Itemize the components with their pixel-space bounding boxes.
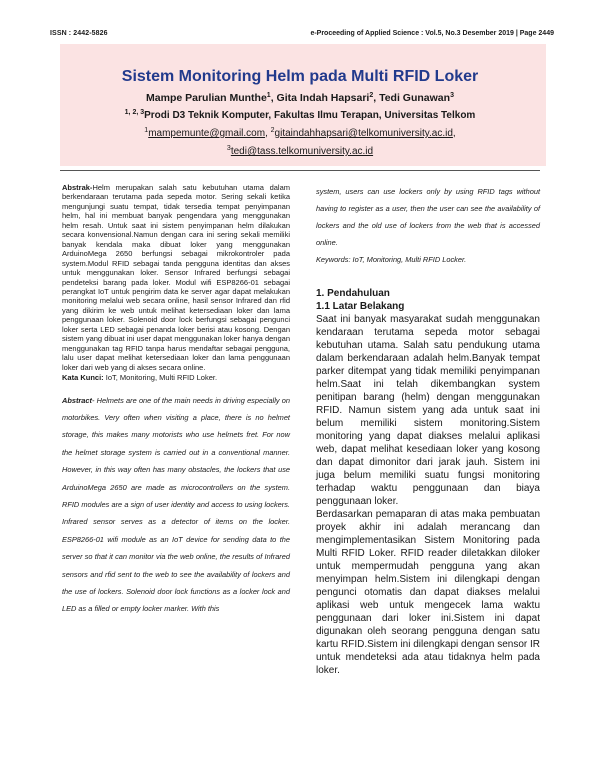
email-3-link[interactable]: tedi@tass.telkomuniversity.ac.id bbox=[230, 146, 374, 157]
abstrak-label: Abstrak- bbox=[62, 183, 93, 192]
kata-kunci-text: IoT, Monitoring, Multi RFID Loker. bbox=[103, 373, 218, 383]
section-heading: 1. Pendahuluan bbox=[316, 288, 390, 299]
right-column bbox=[316, 183, 540, 677]
email-1-sup: 1 bbox=[144, 127, 149, 134]
kata-kunci bbox=[62, 373, 290, 382]
email-2-link[interactable]: gitaindahhapsari@telkomuniversity.ac.id bbox=[274, 128, 453, 139]
abstract-continuation: system, users can use lockers only by using RFID tags without having to register as a user, then the user can see the availability of lockers and the old use of lockers from the web that is accessed online. bbox=[316, 187, 540, 247]
affiliation-sup: 1, 2, 3 bbox=[124, 109, 145, 116]
email-2-sup: 2 bbox=[270, 127, 275, 134]
email-separator: , bbox=[452, 128, 456, 139]
paper-title: Sistem Monitoring Helm pada Multi RFID Loker bbox=[121, 68, 479, 85]
issn-header: ISSN : 2442-5826 bbox=[50, 30, 108, 37]
affiliation bbox=[0, 110, 600, 121]
abstract-english bbox=[62, 392, 290, 618]
email-1-link[interactable]: mampemunte@gmail.com bbox=[148, 128, 266, 139]
keywords-english: Keywords: IoT, Monitoring, Multi RFID Locker. bbox=[316, 255, 467, 264]
header-divider bbox=[60, 170, 540, 171]
body-paragraph-1: Saat ini banyak masyarakat sudah menggunakan kendaraan terutama sepeda motor sebagai kebutuhan utama. Salah satu pendukung utama dalam berkendaraan adalah helm.Banyak tempat parker ditempat yang tidak memiliki penyimpanan helm.Saat ini telah dikembangkan system penitipan barang (helm) dengan menggunakan RFID. Namun sistem yang ada untuk saat ini belum memiliki sistem monitoring.Sistem monitoring yang dapat diakses melalui aplikasi web, dapat melihat kesediaan loker yang kosong dan dapat dimonitor dari jarak jauh. Sistem ini juga belum memiliki suatu fungsi monitoring terhadap waktu penggunaan dan biaya penggunaan loker. bbox=[316, 314, 540, 507]
subsection-heading: 1.1 Latar Belakang bbox=[316, 301, 405, 312]
email-separator: , bbox=[265, 128, 271, 139]
body-paragraph-2: Berdasarkan pemaparan di atas maka pembuatan proyek akhir ini adalah merancang dan mengimplementasikan Sistem Monitoring pada Multi RFID Loker. RFID reader diletakkan diloker untuk mempermudah pengguna yang akan menyimpan helm.Sistem ini dilengkapi dengan pengunci otomatis dan dapat diakses melalui aplikasi web untuk mengecek lama waktu penggunaan dari loker ini.Sistem ini dapat digunakan oleh seorang pengguna dengan satu kartu RFID.Sistem ini dilengkapi dengan sensor IR untuk mendeteksi ada atau tidaknya helm pada loker. bbox=[316, 509, 540, 676]
author-list bbox=[0, 92, 600, 104]
section-body bbox=[316, 313, 540, 677]
author-3: Tedi Gunawan bbox=[379, 92, 451, 104]
left-column bbox=[62, 183, 290, 618]
abstract-text: - Helmets are one of the main needs in driving especially on motorbikes. Very often when visiting a place, there is no helmet storage, this makes many motorists who use helmets fret. For now the helmet storage system is carried out in a conventional manner. However, in this way often has many obstacles, the lockers that use ArduinoMega 2650 are made as microcontrollers on the system. RFID modules are a sign of user identity and access to using lockers. Infrared sensor serves as a detector of items on the locker. ESP8266-01 wifi module as an IoT device for sending data to the server so that it can monitor via the web online, the results of Infrared sensors and rfid sent to the web to see the availability of lockers and the use of lockers. Solenoid door lock functions as a locker lock and LED as a filled or empty locker marker. With this bbox=[62, 395, 290, 614]
email-line-2 bbox=[0, 146, 600, 157]
abstrak-paragraph bbox=[62, 183, 290, 372]
author-3-sup: 3 bbox=[450, 92, 454, 99]
email-3-sup: 3 bbox=[226, 145, 231, 152]
affiliation-text: Prodi D3 Teknik Komputer, Fakultas Ilmu Terapan, Universitas Telkom bbox=[144, 110, 476, 121]
author-2-sup: 2 bbox=[369, 92, 374, 99]
author-separator: , bbox=[270, 92, 277, 104]
journal-header: e-Proceeding of Applied Science : Vol.5, No.3 Desember 2019 | Page 2449 bbox=[310, 30, 554, 37]
kata-kunci-label: Kata Kunci: bbox=[62, 373, 104, 383]
abstrak-text: Helm merupakan salah satu kebutuhan utama dalam berkendaraan terutama pada sepeda motor. Sering sekali ketika mengunjungi suatu tempat, tidak tersedia tempat penyimpanan helm, hal ini membuat banyak pengendara yang menggunakan helm resah. Untuk saat ini sistem penyimpanan helm dilakukan secara konvensional.Namun dengan cara ini sering sekali memiliki banyak kendala maka dibuat loker yang menggunakan ArduinoMega 2650 berfungsi sebagai mikrokontroler pada system.Modul RFID sebagai tanda pengguna identitas dan akses untuk menggunakan loker. Sensor Infrared berfungsi sebagai pendeteksi barang pada loker. Modul wifi ESP8266-01 sebagai perangkat IoT untuk pengirim data ke server agar dapat melakukan monitoring melalui web secara online, hasil sensor Infrared dan rfid yang dikirim ke web untuk melihat ketersediaan loker dan lama penggunaan loker. Solenoid door lock berfungsi sebagai pengunci loker serta LED sebagai penanda loker berisi atau kosong. Dengan sistem yang dibuat ini user dapat menggunakan loker hanya dengan menggunakan tag RFID tanpa harus mendaftar sebagai pengguna, lalu user dapat melihat ketersediaan loker dan lama penggunaan loker dari web yang di akses secara online. bbox=[62, 183, 290, 372]
author-separator: , bbox=[373, 92, 380, 104]
email-line-1 bbox=[0, 128, 600, 139]
author-2: Gita Indah Hapsari bbox=[276, 92, 370, 104]
author-1-sup: 1 bbox=[266, 92, 271, 99]
abstract-label: Abstract bbox=[62, 395, 92, 405]
author-1: Mampe Parulian Munthe bbox=[146, 92, 267, 104]
